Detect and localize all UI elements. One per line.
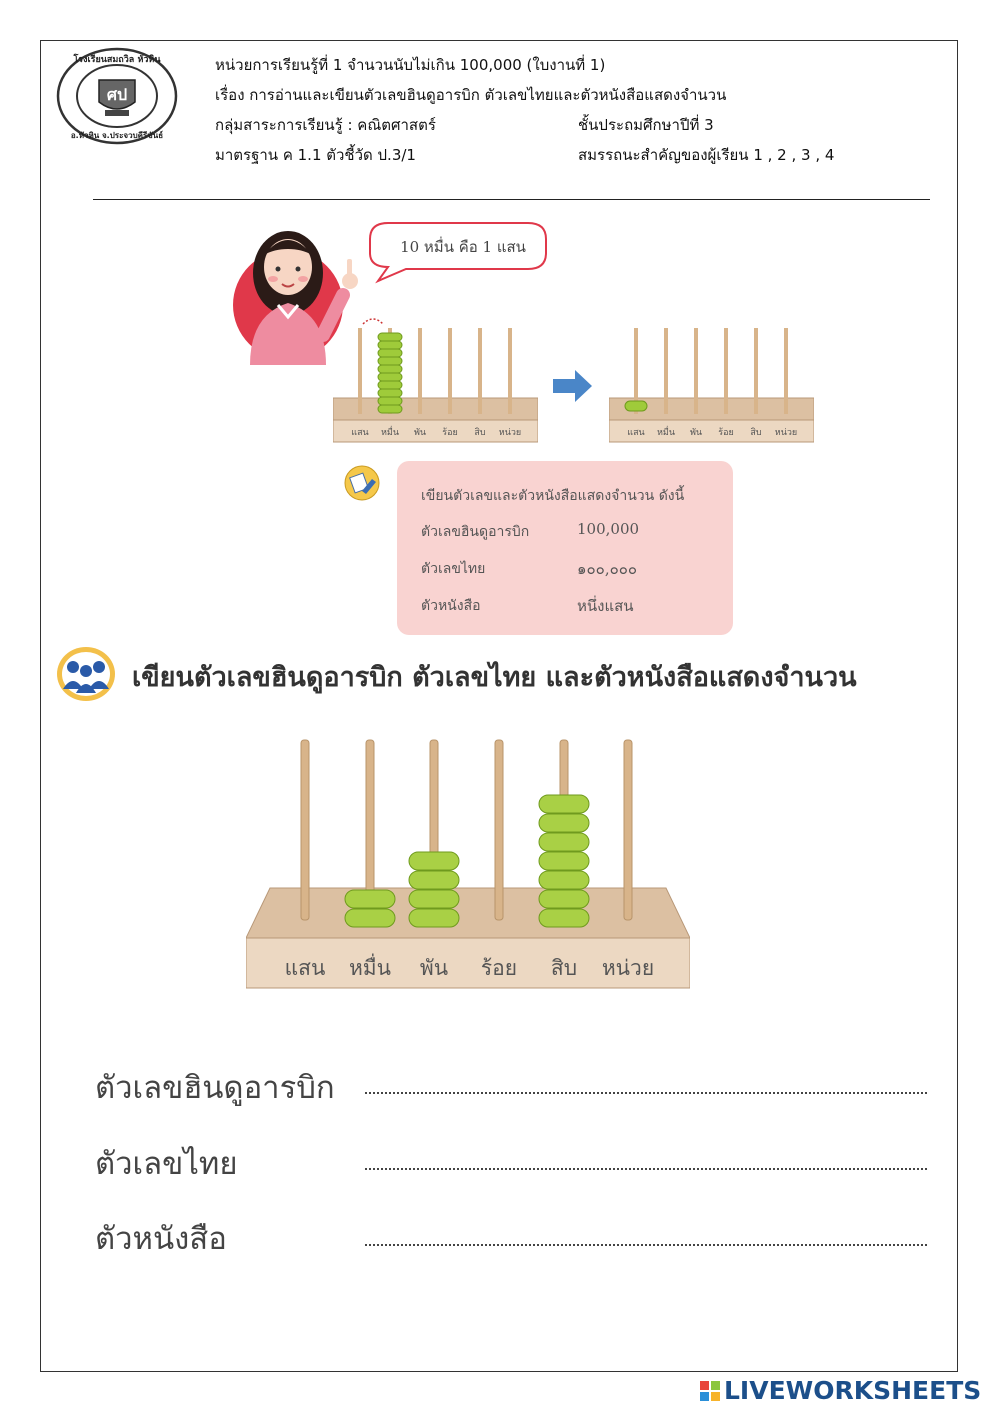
abacus-bead (409, 890, 459, 908)
pencil-note-icon (344, 465, 380, 501)
place-label: พัน (689, 428, 703, 438)
example-label-thai: ตัวเลขไทย (421, 561, 486, 577)
place-label: พัน (413, 428, 427, 438)
example-label-words: ตัวหนังสือ (421, 598, 481, 614)
place-label: ร้อย (442, 428, 458, 438)
place-label: ร้อย (718, 428, 734, 438)
liveworksheets-icon (700, 1381, 720, 1401)
answer-field-arabic[interactable] (365, 1092, 927, 1094)
example-abacus-after (609, 318, 814, 444)
abacus-place-label: พัน (419, 956, 449, 980)
answer-field-words[interactable] (365, 1244, 927, 1246)
place-label: หมื่น (380, 428, 400, 438)
abacus-bead (539, 852, 589, 870)
abacus-bead (539, 795, 589, 813)
abacus-rod (301, 740, 309, 920)
example-value-arabic: 100,000 (577, 520, 640, 538)
topic-line: เรื่อง การอ่านและเขียนตัวเลขฮินดูอารบิก ตัวเลขไทยและตัวหนังสือแสดงจำนวน (215, 86, 727, 104)
place-label: หน่วย (774, 428, 798, 438)
abacus-bead (409, 852, 459, 870)
abacus-bead (539, 814, 589, 832)
header-divider (93, 199, 930, 200)
answer-label-words: ตัวหนังสือ (95, 1221, 227, 1257)
abacus-rod (624, 740, 632, 920)
place-label: สิบ (474, 428, 486, 438)
school-logo (55, 46, 180, 146)
place-label: สิบ (750, 428, 762, 438)
abacus-bead (539, 909, 589, 927)
abacus-place-label: ร้อย (480, 956, 518, 980)
svg-text:ศป: ศป (106, 85, 128, 104)
abacus-place-label: หน่วย (601, 956, 655, 980)
place-label: หน่วย (498, 428, 522, 438)
example-abacus-before (333, 318, 538, 444)
task-title: เขียนตัวเลขฮินดูอารบิก ตัวเลขไทย และตัวหนังสือแสดงจำนวน (132, 662, 857, 693)
abacus-place-label: แสน (284, 956, 326, 980)
competency-line: สมรรถนะสำคัญของผู้เรียน 1 , 2 , 3 , 4 (578, 146, 835, 164)
example-value-words: หนึ่งแสน (577, 597, 634, 615)
subject-line: กลุ่มสาระการเรียนรู้ : คณิตศาสตร์ (215, 116, 436, 134)
answer-field-thai[interactable] (365, 1168, 927, 1170)
answer-label-thai: ตัวเลขไทย (95, 1146, 238, 1182)
example-box-heading: เขียนตัวเลขและตัวหนังสือแสดงจำนวน ดังนี้ (421, 488, 685, 504)
example-label-arabic: ตัวเลขฮินดูอารบิก (421, 524, 530, 540)
standard-line: มาตรฐาน ค 1.1 ตัวชี้วัด ป.3/1 (215, 146, 416, 164)
abacus-rod (495, 740, 503, 920)
grade-line: ชั้นประถมศึกษาปีที่ 3 (578, 116, 714, 134)
answer-label-arabic: ตัวเลขฮินดูอารบิก (95, 1070, 335, 1106)
abacus-place-label: สิบ (550, 956, 578, 980)
bead-stack (378, 333, 402, 413)
arrow-right-icon (553, 370, 593, 402)
liveworksheets-logo (700, 1376, 981, 1405)
place-label: แสน (351, 428, 369, 438)
example-value-thai: ๑๐๐,๐๐๐ (577, 560, 638, 578)
abacus-bead (539, 833, 589, 851)
place-label: หมื่น (656, 428, 676, 438)
group-activity-icon (55, 645, 117, 703)
place-label: แสน (627, 428, 645, 438)
brand-name: LIVEWORKSHEETS (724, 1376, 982, 1405)
task-abacus (246, 738, 690, 990)
logo-text-bottom: อ.หัวหิน จ.ประจวบคีรีขันธ์ (70, 131, 164, 140)
abacus-bead (345, 890, 395, 908)
logo-text-top: โรงเรียนสมถวิล หัวหิน (73, 55, 161, 65)
abacus-bead (409, 871, 459, 889)
abacus-bead (345, 909, 395, 927)
speech-text: 10 หมื่น คือ 1 แสน (400, 238, 526, 256)
abacus-place-label: หมื่น (348, 956, 392, 980)
abacus-bead (539, 890, 589, 908)
abacus-bead (409, 909, 459, 927)
abacus-bead (539, 871, 589, 889)
example-box (397, 461, 733, 635)
unit-line: หน่วยการเรียนรู้ที่ 1 จำนวนนับไม่เกิน 100,000 (ใบงานที่ 1) (215, 56, 606, 74)
